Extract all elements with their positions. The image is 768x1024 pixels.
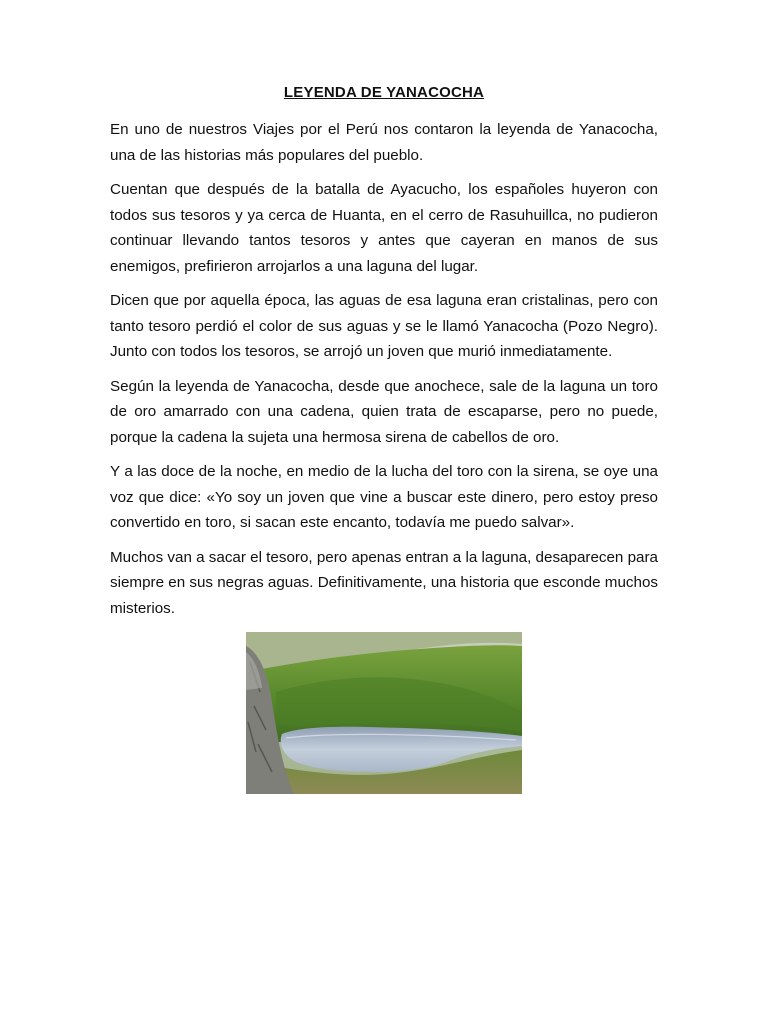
paragraph-6: Muchos van a sacar el tesoro, pero apenas entran a la laguna, desaparecen para siempre en sus negras aguas. Definitivamente, una historia que esconde muchos misterios. (110, 548, 658, 617)
document-title: LEYENDA DE YANACOCHA (283, 84, 485, 101)
paragraph-4: Según la leyenda de Yanacocha, desde que anochece, sale de la laguna un toro de oro amarrado con una cadena, quien trata de escaparse, pero no puede, porque la cadena la sujeta una hermosa sirena de cabellos de oro. (110, 377, 658, 446)
lagoon-photo (246, 632, 522, 794)
paragraph-2: Cuentan que después de la batalla de Ayacucho, los españoles huyeron con todos sus tesoros y ya cerca de Huanta, en el cerro de Rasuhuillca, no pudieron continuar llevando tantos tesoros y antes que cayeran en manos de sus enemigos, prefirieron arrojarlos a una laguna del lugar. (110, 181, 658, 275)
paragraph-5: Y a las doce de la noche, en medio de la lucha del toro con la sirena, se oye una voz que dice: «Yo soy un joven que vine a buscar este dinero, pero estoy preso convertido en toro, si sacan este encanto, todavía me puedo salvar». (110, 463, 658, 531)
document-body (110, 117, 658, 630)
paragraph-1: En uno de nuestros Viajes por el Perú nos contaron la leyenda de Yanacocha, una de las historias más populares del pueblo. (110, 121, 658, 164)
paragraph-3: Dicen que por aquella época, las aguas de esa laguna eran cristalinas, pero con tanto tesoro perdió el color de sus aguas y se le llamó Yanacocha (Pozo Negro). Junto con todos los tesoros, se arrojó un joven que murió inmediatamente. (110, 292, 658, 360)
